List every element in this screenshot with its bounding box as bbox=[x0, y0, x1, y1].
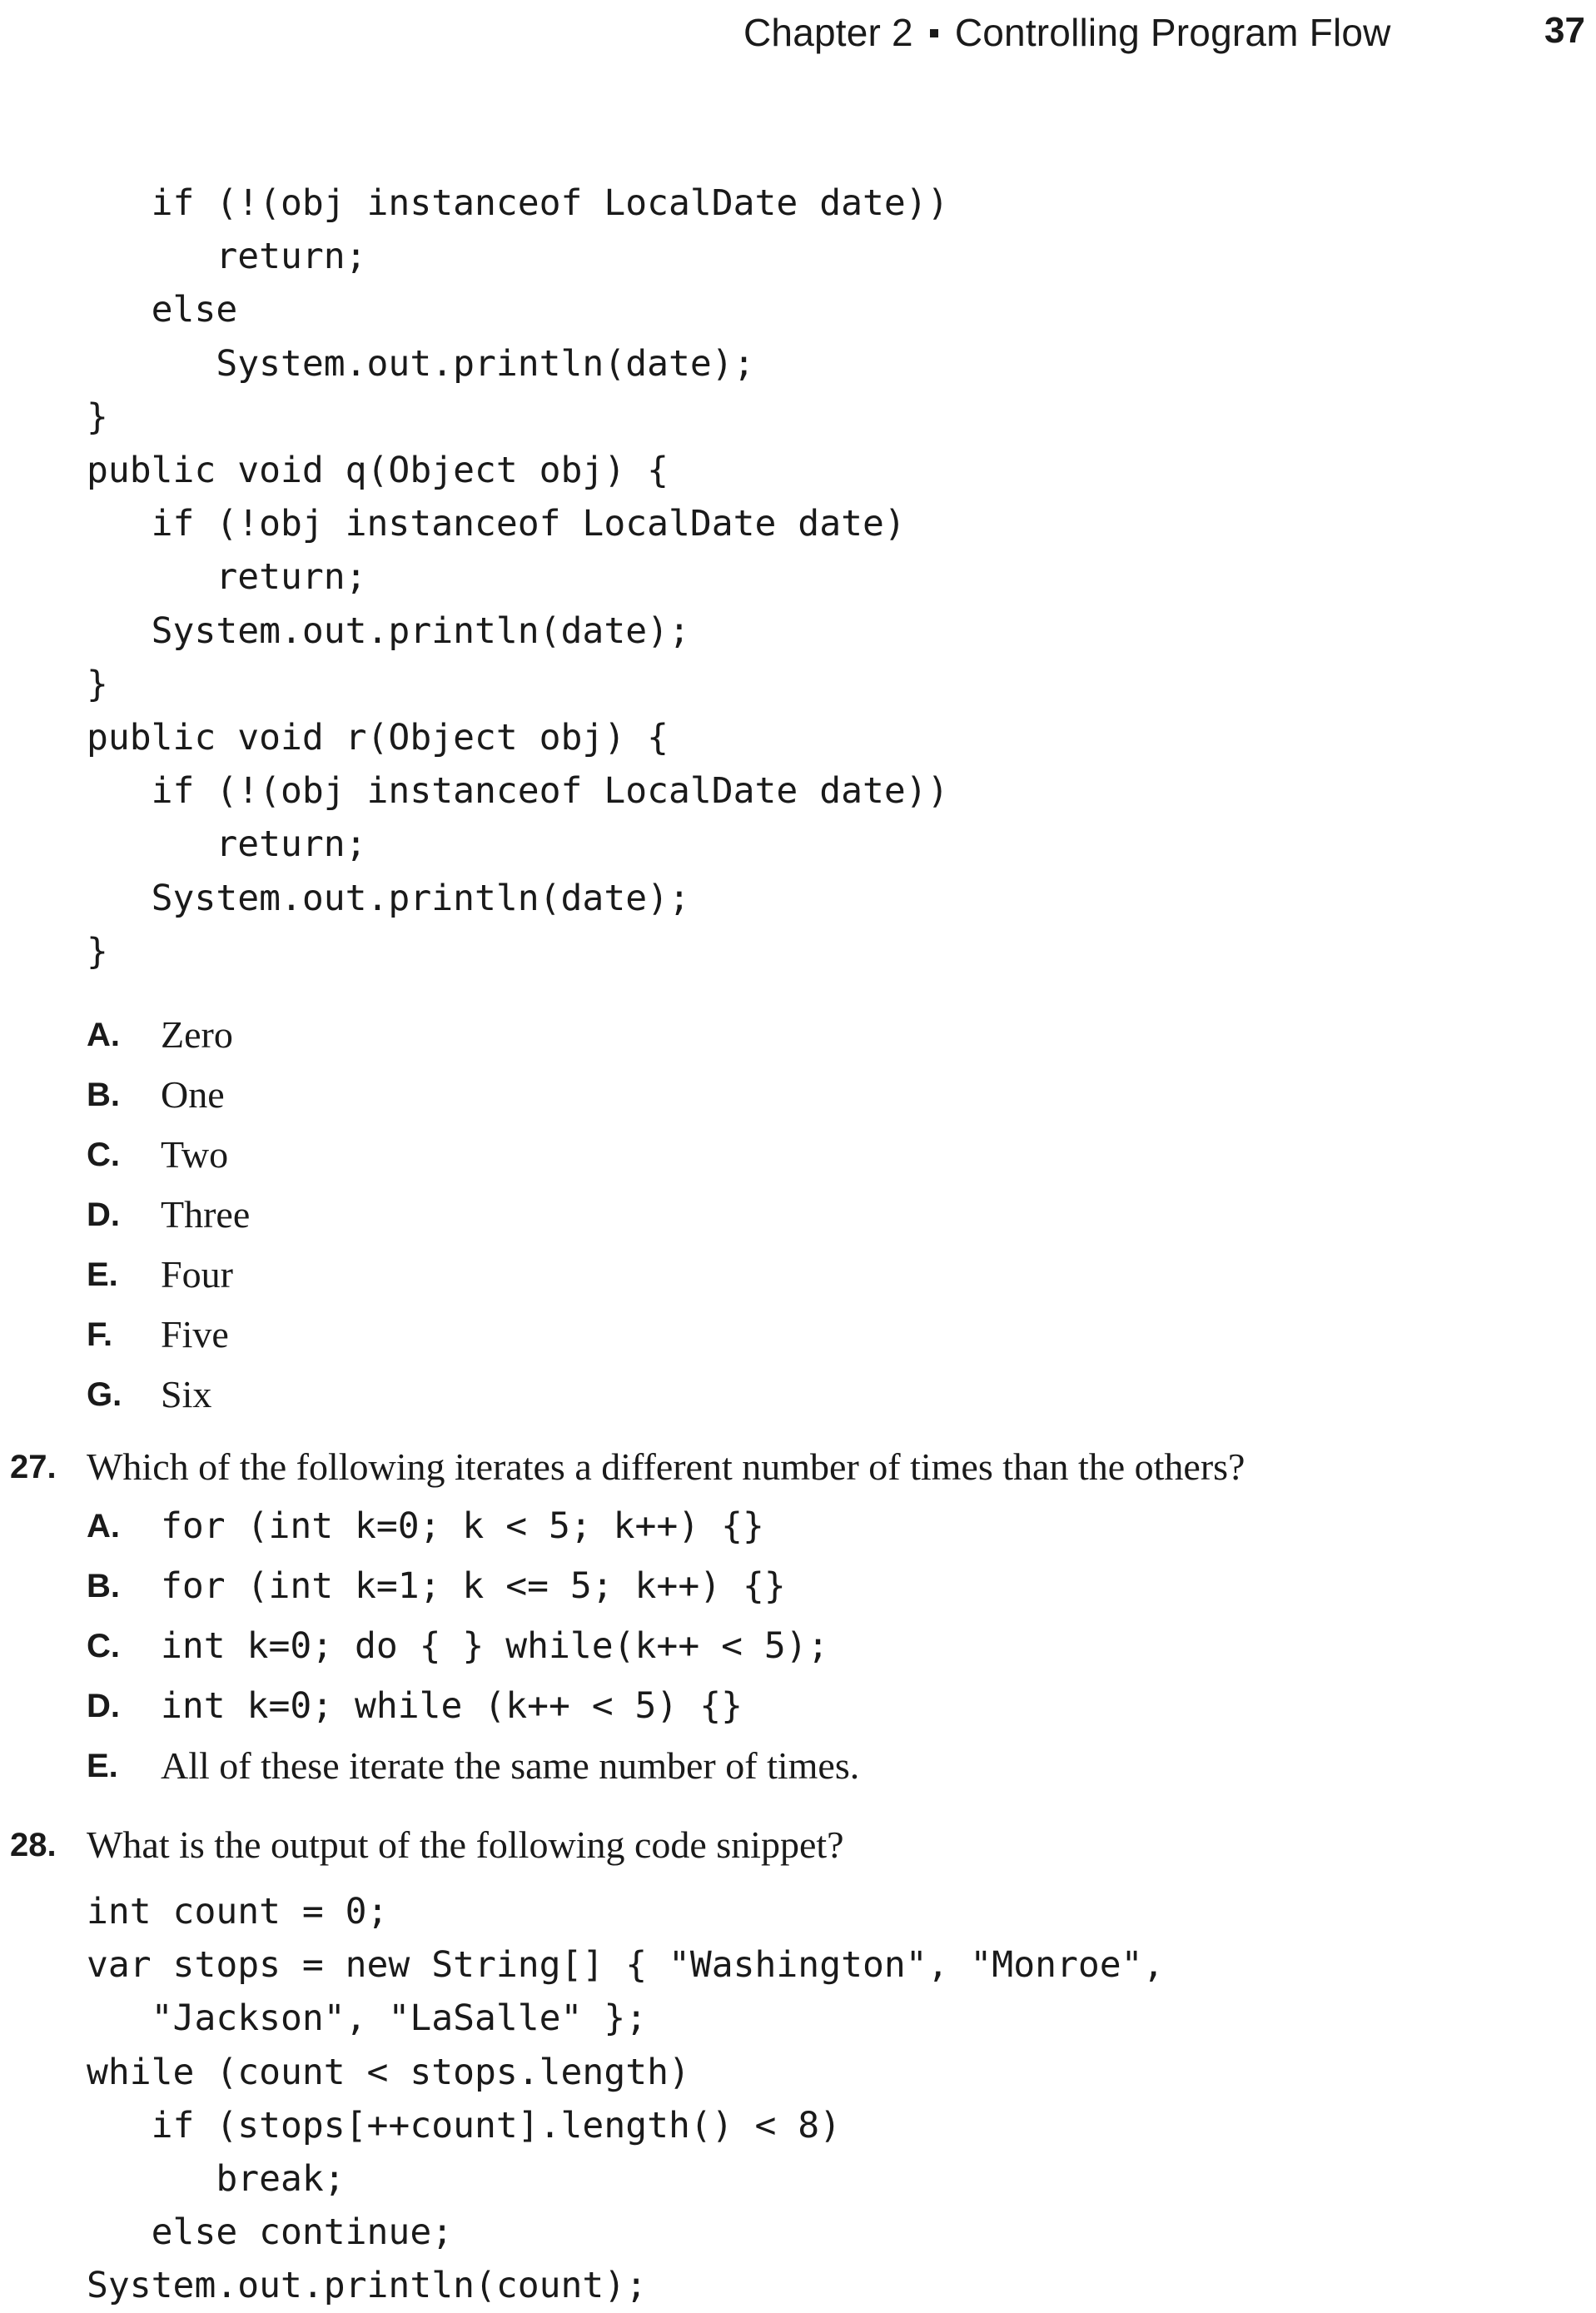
page-number: 37 bbox=[1544, 10, 1585, 51]
code-block-q28: int count = 0; var stops = new String[] { "Washington", "Monroe", "Jackson", "LaSalle" }; while (count < stops.length) if (stops[++count].length() < 8) break; else continue; System.out.println(count); bbox=[87, 1891, 1165, 2307]
option-letter: D. bbox=[87, 1688, 120, 1724]
option-text: Two bbox=[161, 1133, 229, 1176]
separator-square-icon bbox=[930, 29, 938, 37]
option-letter: F. bbox=[87, 1316, 113, 1353]
chapter-title: Controlling Program Flow bbox=[954, 11, 1391, 54]
option-q27-e bbox=[0, 1736, 1596, 1796]
option-letter: G. bbox=[87, 1376, 122, 1413]
option-letter: A. bbox=[87, 1508, 120, 1544]
question-28 bbox=[0, 1815, 1596, 1875]
option-text: Four bbox=[161, 1253, 233, 1296]
running-head-title bbox=[743, 10, 1391, 55]
option-q27-d bbox=[0, 1676, 1596, 1736]
options-q26 bbox=[0, 1005, 1596, 1425]
option-q26-b bbox=[0, 1065, 1596, 1125]
option-text: Zero bbox=[161, 1013, 233, 1056]
question-text: What is the output of the following code snippet? bbox=[87, 1823, 844, 1866]
option-text: Five bbox=[161, 1313, 229, 1355]
option-letter: E. bbox=[87, 1256, 118, 1293]
question-text: Which of the following iterates a different number of times than the others? bbox=[87, 1445, 1245, 1488]
option-code: for (int k=1; k <= 5; k++) {} bbox=[161, 1565, 786, 1607]
option-text: All of these iterate the same number of times. bbox=[161, 1744, 860, 1787]
option-letter: E. bbox=[87, 1748, 118, 1784]
question-number: 27. bbox=[10, 1449, 57, 1485]
option-text: One bbox=[161, 1073, 225, 1116]
option-letter: C. bbox=[87, 1137, 120, 1173]
option-letter: B. bbox=[87, 1077, 120, 1113]
option-q27-a bbox=[0, 1496, 1596, 1556]
option-q26-d bbox=[0, 1185, 1596, 1245]
option-letter: B. bbox=[87, 1568, 120, 1604]
option-code: for (int k=0; k < 5; k++) {} bbox=[161, 1505, 764, 1547]
option-q26-c bbox=[0, 1125, 1596, 1185]
option-letter: A. bbox=[87, 1017, 120, 1053]
chapter-label: Chapter 2 bbox=[743, 11, 913, 54]
option-code: int k=0; do { } while(k++ < 5); bbox=[161, 1625, 829, 1667]
option-q26-g bbox=[0, 1365, 1596, 1425]
options-q27 bbox=[0, 1496, 1596, 1796]
option-q26-e bbox=[0, 1245, 1596, 1305]
option-q26-f bbox=[0, 1305, 1596, 1365]
question-number: 28. bbox=[10, 1827, 57, 1863]
option-letter: C. bbox=[87, 1628, 120, 1664]
question-27 bbox=[0, 1437, 1596, 1497]
option-q27-c bbox=[0, 1616, 1596, 1676]
option-code: int k=0; while (k++ < 5) {} bbox=[161, 1685, 743, 1727]
option-text: Six bbox=[161, 1373, 212, 1415]
option-q27-b bbox=[0, 1556, 1596, 1616]
running-head bbox=[0, 5, 1596, 63]
option-q26-a bbox=[0, 1005, 1596, 1065]
option-letter: D. bbox=[87, 1196, 120, 1233]
code-block-q26: if (!(obj instanceof LocalDate date)) return; else System.out.println(date); } public void q(Object obj) { if (!obj instanceof LocalDate date) return; System.out.println(date); } public void r(Object obj) { if (!(obj instanceof LocalDate date)) return; System.out.println(date); } bbox=[87, 182, 949, 972]
option-text: Three bbox=[161, 1193, 251, 1236]
